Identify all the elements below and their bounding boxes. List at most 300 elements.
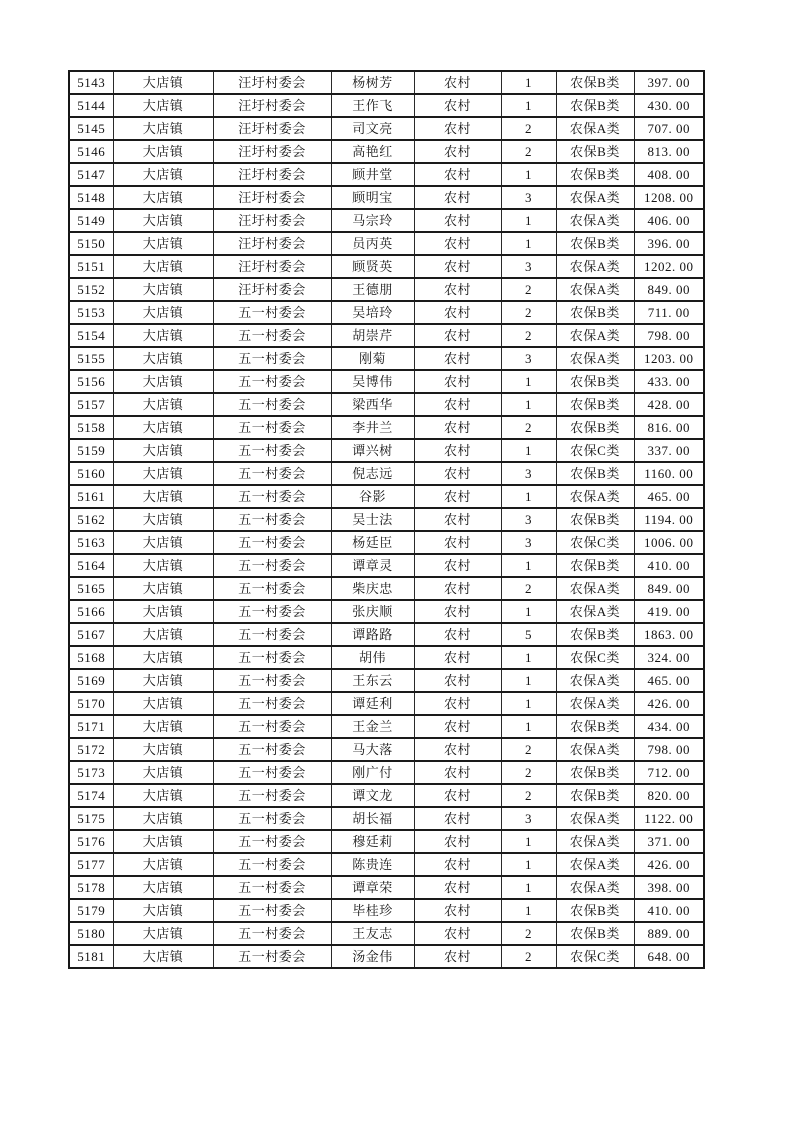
cell-person-name: 吴培玲 — [331, 301, 414, 324]
cell-person-count: 3 — [501, 347, 556, 370]
cell-insurance-category: 农保A类 — [556, 324, 634, 347]
cell-town: 大店镇 — [113, 140, 213, 163]
table-row — [69, 531, 704, 554]
cell-village-committee: 五一村委会 — [213, 899, 331, 922]
cell-insurance-category: 农保B类 — [556, 554, 634, 577]
cell-town: 大店镇 — [113, 899, 213, 922]
cell-village-committee: 五一村委会 — [213, 945, 331, 968]
cell-insurance-category: 农保A类 — [556, 209, 634, 232]
cell-serial-number: 5179 — [69, 899, 113, 922]
cell-insurance-category: 农保B类 — [556, 71, 634, 94]
cell-serial-number: 5144 — [69, 94, 113, 117]
cell-person-name: 张庆顺 — [331, 600, 414, 623]
table-row — [69, 255, 704, 278]
cell-village-committee: 五一村委会 — [213, 692, 331, 715]
table-row — [69, 784, 704, 807]
table-row — [69, 922, 704, 945]
cell-residence-type: 农村 — [414, 945, 501, 968]
cell-residence-type: 农村 — [414, 370, 501, 393]
cell-village-committee: 五一村委会 — [213, 876, 331, 899]
cell-person-name: 谭章灵 — [331, 554, 414, 577]
cell-village-committee: 汪圩村委会 — [213, 140, 331, 163]
cell-village-committee: 五一村委会 — [213, 669, 331, 692]
cell-serial-number: 5172 — [69, 738, 113, 761]
cell-person-count: 1 — [501, 393, 556, 416]
cell-town: 大店镇 — [113, 853, 213, 876]
cell-serial-number: 5174 — [69, 784, 113, 807]
cell-serial-number: 5165 — [69, 577, 113, 600]
cell-amount: 371. 00 — [634, 830, 704, 853]
table-row — [69, 278, 704, 301]
cell-person-name: 高艳红 — [331, 140, 414, 163]
cell-serial-number: 5173 — [69, 761, 113, 784]
cell-village-committee: 五一村委会 — [213, 439, 331, 462]
cell-amount: 849. 00 — [634, 278, 704, 301]
cell-residence-type: 农村 — [414, 324, 501, 347]
cell-person-count: 1 — [501, 669, 556, 692]
cell-amount: 465. 00 — [634, 485, 704, 508]
cell-insurance-category: 农保A类 — [556, 117, 634, 140]
cell-insurance-category: 农保A类 — [556, 278, 634, 301]
cell-serial-number: 5159 — [69, 439, 113, 462]
table-row — [69, 715, 704, 738]
cell-village-committee: 五一村委会 — [213, 301, 331, 324]
cell-town: 大店镇 — [113, 508, 213, 531]
cell-serial-number: 5168 — [69, 646, 113, 669]
cell-person-name: 司文亮 — [331, 117, 414, 140]
cell-person-name: 胡崇芹 — [331, 324, 414, 347]
cell-person-count: 3 — [501, 255, 556, 278]
cell-amount: 1203. 00 — [634, 347, 704, 370]
cell-person-name: 胡伟 — [331, 646, 414, 669]
cell-person-name: 倪志远 — [331, 462, 414, 485]
cell-residence-type: 农村 — [414, 232, 501, 255]
cell-person-name: 陈贵连 — [331, 853, 414, 876]
cell-person-count: 2 — [501, 761, 556, 784]
cell-serial-number: 5145 — [69, 117, 113, 140]
cell-amount: 426. 00 — [634, 692, 704, 715]
cell-person-name: 王作飞 — [331, 94, 414, 117]
cell-residence-type: 农村 — [414, 600, 501, 623]
cell-insurance-category: 农保B类 — [556, 163, 634, 186]
table-row — [69, 462, 704, 485]
cell-person-name: 谭路路 — [331, 623, 414, 646]
cell-residence-type: 农村 — [414, 554, 501, 577]
cell-amount: 849. 00 — [634, 577, 704, 600]
cell-person-count: 2 — [501, 784, 556, 807]
cell-person-name: 穆廷莉 — [331, 830, 414, 853]
cell-town: 大店镇 — [113, 623, 213, 646]
cell-residence-type: 农村 — [414, 646, 501, 669]
cell-person-count: 3 — [501, 508, 556, 531]
cell-serial-number: 5149 — [69, 209, 113, 232]
cell-person-count: 1 — [501, 853, 556, 876]
cell-person-count: 1 — [501, 876, 556, 899]
cell-amount: 707. 00 — [634, 117, 704, 140]
cell-serial-number: 5162 — [69, 508, 113, 531]
cell-person-name: 刚广付 — [331, 761, 414, 784]
cell-insurance-category: 农保A类 — [556, 600, 634, 623]
cell-person-count: 2 — [501, 278, 556, 301]
cell-insurance-category: 农保C类 — [556, 945, 634, 968]
cell-residence-type: 农村 — [414, 255, 501, 278]
cell-person-name: 胡长福 — [331, 807, 414, 830]
cell-insurance-category: 农保C类 — [556, 646, 634, 669]
cell-residence-type: 农村 — [414, 416, 501, 439]
cell-town: 大店镇 — [113, 715, 213, 738]
cell-person-name: 顾井堂 — [331, 163, 414, 186]
cell-residence-type: 农村 — [414, 692, 501, 715]
table-row — [69, 646, 704, 669]
cell-person-name: 吴博伟 — [331, 370, 414, 393]
cell-insurance-category: 农保A类 — [556, 853, 634, 876]
cell-insurance-category: 农保B类 — [556, 370, 634, 393]
cell-insurance-category: 农保B类 — [556, 393, 634, 416]
cell-insurance-category: 农保A类 — [556, 807, 634, 830]
cell-amount: 408. 00 — [634, 163, 704, 186]
cell-village-committee: 五一村委会 — [213, 623, 331, 646]
cell-person-name: 顾明宝 — [331, 186, 414, 209]
cell-town: 大店镇 — [113, 830, 213, 853]
cell-residence-type: 农村 — [414, 738, 501, 761]
table-row — [69, 163, 704, 186]
cell-person-count: 1 — [501, 554, 556, 577]
cell-person-name: 谭廷利 — [331, 692, 414, 715]
cell-person-count: 1 — [501, 209, 556, 232]
cell-town: 大店镇 — [113, 600, 213, 623]
cell-insurance-category: 农保A类 — [556, 255, 634, 278]
cell-village-committee: 五一村委会 — [213, 715, 331, 738]
cell-village-committee: 五一村委会 — [213, 830, 331, 853]
cell-person-count: 2 — [501, 301, 556, 324]
cell-village-committee: 五一村委会 — [213, 324, 331, 347]
cell-town: 大店镇 — [113, 94, 213, 117]
cell-amount: 711. 00 — [634, 301, 704, 324]
cell-amount: 430. 00 — [634, 94, 704, 117]
cell-insurance-category: 农保C类 — [556, 439, 634, 462]
cell-person-name: 马大落 — [331, 738, 414, 761]
cell-town: 大店镇 — [113, 462, 213, 485]
cell-amount: 324. 00 — [634, 646, 704, 669]
cell-person-name: 毕桂珍 — [331, 899, 414, 922]
table-row — [69, 945, 704, 968]
cell-serial-number: 5178 — [69, 876, 113, 899]
cell-person-count: 3 — [501, 186, 556, 209]
table-row — [69, 876, 704, 899]
cell-insurance-category: 农保A类 — [556, 830, 634, 853]
cell-serial-number: 5146 — [69, 140, 113, 163]
cell-town: 大店镇 — [113, 163, 213, 186]
cell-amount: 1202. 00 — [634, 255, 704, 278]
cell-village-committee: 五一村委会 — [213, 577, 331, 600]
cell-residence-type: 农村 — [414, 347, 501, 370]
cell-insurance-category: 农保A类 — [556, 485, 634, 508]
cell-person-count: 1 — [501, 715, 556, 738]
cell-village-committee: 五一村委会 — [213, 485, 331, 508]
cell-village-committee: 汪圩村委会 — [213, 209, 331, 232]
cell-insurance-category: 农保A类 — [556, 186, 634, 209]
cell-residence-type: 农村 — [414, 577, 501, 600]
cell-serial-number: 5152 — [69, 278, 113, 301]
table-row — [69, 370, 704, 393]
cell-village-committee: 五一村委会 — [213, 784, 331, 807]
cell-person-name: 王德朋 — [331, 278, 414, 301]
cell-serial-number: 5171 — [69, 715, 113, 738]
cell-residence-type: 农村 — [414, 761, 501, 784]
cell-village-committee: 五一村委会 — [213, 807, 331, 830]
table-row — [69, 94, 704, 117]
cell-village-committee: 五一村委会 — [213, 531, 331, 554]
cell-amount: 406. 00 — [634, 209, 704, 232]
cell-village-committee: 五一村委会 — [213, 347, 331, 370]
cell-insurance-category: 农保A类 — [556, 577, 634, 600]
table-row — [69, 761, 704, 784]
cell-residence-type: 农村 — [414, 301, 501, 324]
cell-insurance-category: 农保C类 — [556, 531, 634, 554]
table-row — [69, 186, 704, 209]
cell-residence-type: 农村 — [414, 117, 501, 140]
cell-insurance-category: 农保B类 — [556, 784, 634, 807]
cell-person-name: 刚菊 — [331, 347, 414, 370]
cell-insurance-category: 农保B类 — [556, 922, 634, 945]
table-row — [69, 554, 704, 577]
cell-person-name: 汤金伟 — [331, 945, 414, 968]
cell-amount: 419. 00 — [634, 600, 704, 623]
cell-insurance-category: 农保B类 — [556, 899, 634, 922]
cell-person-count: 1 — [501, 600, 556, 623]
table-row — [69, 232, 704, 255]
cell-residence-type: 农村 — [414, 209, 501, 232]
cell-amount: 428. 00 — [634, 393, 704, 416]
cell-amount: 1160. 00 — [634, 462, 704, 485]
cell-person-count: 2 — [501, 577, 556, 600]
cell-serial-number: 5169 — [69, 669, 113, 692]
cell-amount: 798. 00 — [634, 324, 704, 347]
cell-person-count: 1 — [501, 899, 556, 922]
cell-town: 大店镇 — [113, 531, 213, 554]
cell-town: 大店镇 — [113, 416, 213, 439]
cell-serial-number: 5150 — [69, 232, 113, 255]
cell-serial-number: 5156 — [69, 370, 113, 393]
cell-person-count: 1 — [501, 370, 556, 393]
cell-amount: 398. 00 — [634, 876, 704, 899]
table-row — [69, 830, 704, 853]
cell-residence-type: 农村 — [414, 531, 501, 554]
cell-person-name: 杨树芳 — [331, 71, 414, 94]
cell-person-count: 2 — [501, 922, 556, 945]
cell-town: 大店镇 — [113, 439, 213, 462]
table-row — [69, 853, 704, 876]
cell-town: 大店镇 — [113, 807, 213, 830]
cell-village-committee: 五一村委会 — [213, 508, 331, 531]
cell-person-count: 1 — [501, 94, 556, 117]
cell-town: 大店镇 — [113, 324, 213, 347]
cell-serial-number: 5166 — [69, 600, 113, 623]
cell-person-name: 王金兰 — [331, 715, 414, 738]
cell-person-name: 马宗玲 — [331, 209, 414, 232]
cell-insurance-category: 农保A类 — [556, 669, 634, 692]
cell-town: 大店镇 — [113, 922, 213, 945]
cell-amount: 798. 00 — [634, 738, 704, 761]
cell-serial-number: 5164 — [69, 554, 113, 577]
cell-village-committee: 汪圩村委会 — [213, 94, 331, 117]
cell-amount: 816. 00 — [634, 416, 704, 439]
cell-serial-number: 5181 — [69, 945, 113, 968]
cell-person-name: 谷影 — [331, 485, 414, 508]
cell-residence-type: 农村 — [414, 715, 501, 738]
cell-village-committee: 五一村委会 — [213, 646, 331, 669]
cell-person-count: 2 — [501, 945, 556, 968]
cell-amount: 820. 00 — [634, 784, 704, 807]
cell-insurance-category: 农保A类 — [556, 738, 634, 761]
cell-insurance-category: 农保B类 — [556, 232, 634, 255]
cell-residence-type: 农村 — [414, 922, 501, 945]
cell-amount: 397. 00 — [634, 71, 704, 94]
cell-insurance-category: 农保B类 — [556, 715, 634, 738]
cell-person-count: 1 — [501, 232, 556, 255]
cell-insurance-category: 农保B类 — [556, 94, 634, 117]
cell-village-committee: 五一村委会 — [213, 761, 331, 784]
table-row — [69, 347, 704, 370]
cell-person-count: 3 — [501, 531, 556, 554]
table-row — [69, 301, 704, 324]
cell-village-committee: 汪圩村委会 — [213, 117, 331, 140]
cell-serial-number: 5163 — [69, 531, 113, 554]
cell-insurance-category: 农保A类 — [556, 347, 634, 370]
cell-serial-number: 5157 — [69, 393, 113, 416]
cell-insurance-category: 农保B类 — [556, 140, 634, 163]
cell-town: 大店镇 — [113, 945, 213, 968]
table-row — [69, 899, 704, 922]
cell-town: 大店镇 — [113, 554, 213, 577]
cell-town: 大店镇 — [113, 669, 213, 692]
table-row — [69, 209, 704, 232]
cell-serial-number: 5158 — [69, 416, 113, 439]
table-row — [69, 324, 704, 347]
cell-person-name: 顾贤英 — [331, 255, 414, 278]
cell-person-count: 1 — [501, 71, 556, 94]
cell-town: 大店镇 — [113, 186, 213, 209]
table-row — [69, 738, 704, 761]
cell-town: 大店镇 — [113, 646, 213, 669]
cell-amount: 1194. 00 — [634, 508, 704, 531]
cell-serial-number: 5167 — [69, 623, 113, 646]
cell-serial-number: 5170 — [69, 692, 113, 715]
cell-serial-number: 5151 — [69, 255, 113, 278]
cell-amount: 1863. 00 — [634, 623, 704, 646]
cell-amount: 434. 00 — [634, 715, 704, 738]
cell-serial-number: 5155 — [69, 347, 113, 370]
cell-amount: 410. 00 — [634, 899, 704, 922]
cell-village-committee: 五一村委会 — [213, 554, 331, 577]
cell-village-committee: 五一村委会 — [213, 370, 331, 393]
cell-residence-type: 农村 — [414, 186, 501, 209]
cell-person-count: 2 — [501, 324, 556, 347]
cell-village-committee: 汪圩村委会 — [213, 163, 331, 186]
cell-person-count: 2 — [501, 738, 556, 761]
table-row — [69, 117, 704, 140]
cell-village-committee: 汪圩村委会 — [213, 71, 331, 94]
cell-village-committee: 汪圩村委会 — [213, 255, 331, 278]
cell-insurance-category: 农保B类 — [556, 416, 634, 439]
cell-amount: 1006. 00 — [634, 531, 704, 554]
cell-town: 大店镇 — [113, 692, 213, 715]
cell-residence-type: 农村 — [414, 853, 501, 876]
cell-residence-type: 农村 — [414, 485, 501, 508]
cell-insurance-category: 农保B类 — [556, 623, 634, 646]
cell-person-count: 5 — [501, 623, 556, 646]
table-row — [69, 439, 704, 462]
cell-person-count: 1 — [501, 646, 556, 669]
cell-residence-type: 农村 — [414, 830, 501, 853]
records-table — [68, 70, 705, 969]
cell-serial-number: 5147 — [69, 163, 113, 186]
cell-amount: 433. 00 — [634, 370, 704, 393]
cell-amount: 1208. 00 — [634, 186, 704, 209]
table-row — [69, 600, 704, 623]
cell-village-committee: 五一村委会 — [213, 738, 331, 761]
cell-village-committee: 五一村委会 — [213, 922, 331, 945]
cell-town: 大店镇 — [113, 278, 213, 301]
cell-amount: 1122. 00 — [634, 807, 704, 830]
cell-amount: 410. 00 — [634, 554, 704, 577]
cell-residence-type: 农村 — [414, 784, 501, 807]
cell-residence-type: 农村 — [414, 71, 501, 94]
cell-person-count: 1 — [501, 163, 556, 186]
table-row — [69, 393, 704, 416]
cell-residence-type: 农村 — [414, 623, 501, 646]
cell-serial-number: 5176 — [69, 830, 113, 853]
cell-amount: 889. 00 — [634, 922, 704, 945]
cell-person-name: 梁西华 — [331, 393, 414, 416]
table-row — [69, 669, 704, 692]
cell-residence-type: 农村 — [414, 393, 501, 416]
cell-person-name: 谭兴树 — [331, 439, 414, 462]
cell-town: 大店镇 — [113, 347, 213, 370]
cell-insurance-category: 农保B类 — [556, 462, 634, 485]
cell-insurance-category: 农保B类 — [556, 508, 634, 531]
cell-serial-number: 5153 — [69, 301, 113, 324]
table-row — [69, 71, 704, 94]
cell-village-committee: 五一村委会 — [213, 416, 331, 439]
cell-residence-type: 农村 — [414, 508, 501, 531]
cell-serial-number: 5148 — [69, 186, 113, 209]
cell-amount: 712. 00 — [634, 761, 704, 784]
cell-amount: 337. 00 — [634, 439, 704, 462]
cell-village-committee: 汪圩村委会 — [213, 232, 331, 255]
cell-residence-type: 农村 — [414, 899, 501, 922]
cell-town: 大店镇 — [113, 784, 213, 807]
cell-residence-type: 农村 — [414, 669, 501, 692]
table-row — [69, 577, 704, 600]
cell-town: 大店镇 — [113, 738, 213, 761]
cell-person-name: 杨廷臣 — [331, 531, 414, 554]
cell-village-committee: 五一村委会 — [213, 600, 331, 623]
cell-town: 大店镇 — [113, 209, 213, 232]
cell-residence-type: 农村 — [414, 462, 501, 485]
cell-village-committee: 五一村委会 — [213, 393, 331, 416]
cell-insurance-category: 农保A类 — [556, 876, 634, 899]
table-row — [69, 807, 704, 830]
cell-town: 大店镇 — [113, 485, 213, 508]
cell-person-count: 1 — [501, 439, 556, 462]
cell-person-name: 李井兰 — [331, 416, 414, 439]
cell-town: 大店镇 — [113, 370, 213, 393]
cell-insurance-category: 农保A类 — [556, 692, 634, 715]
table-row — [69, 623, 704, 646]
cell-residence-type: 农村 — [414, 439, 501, 462]
cell-town: 大店镇 — [113, 71, 213, 94]
